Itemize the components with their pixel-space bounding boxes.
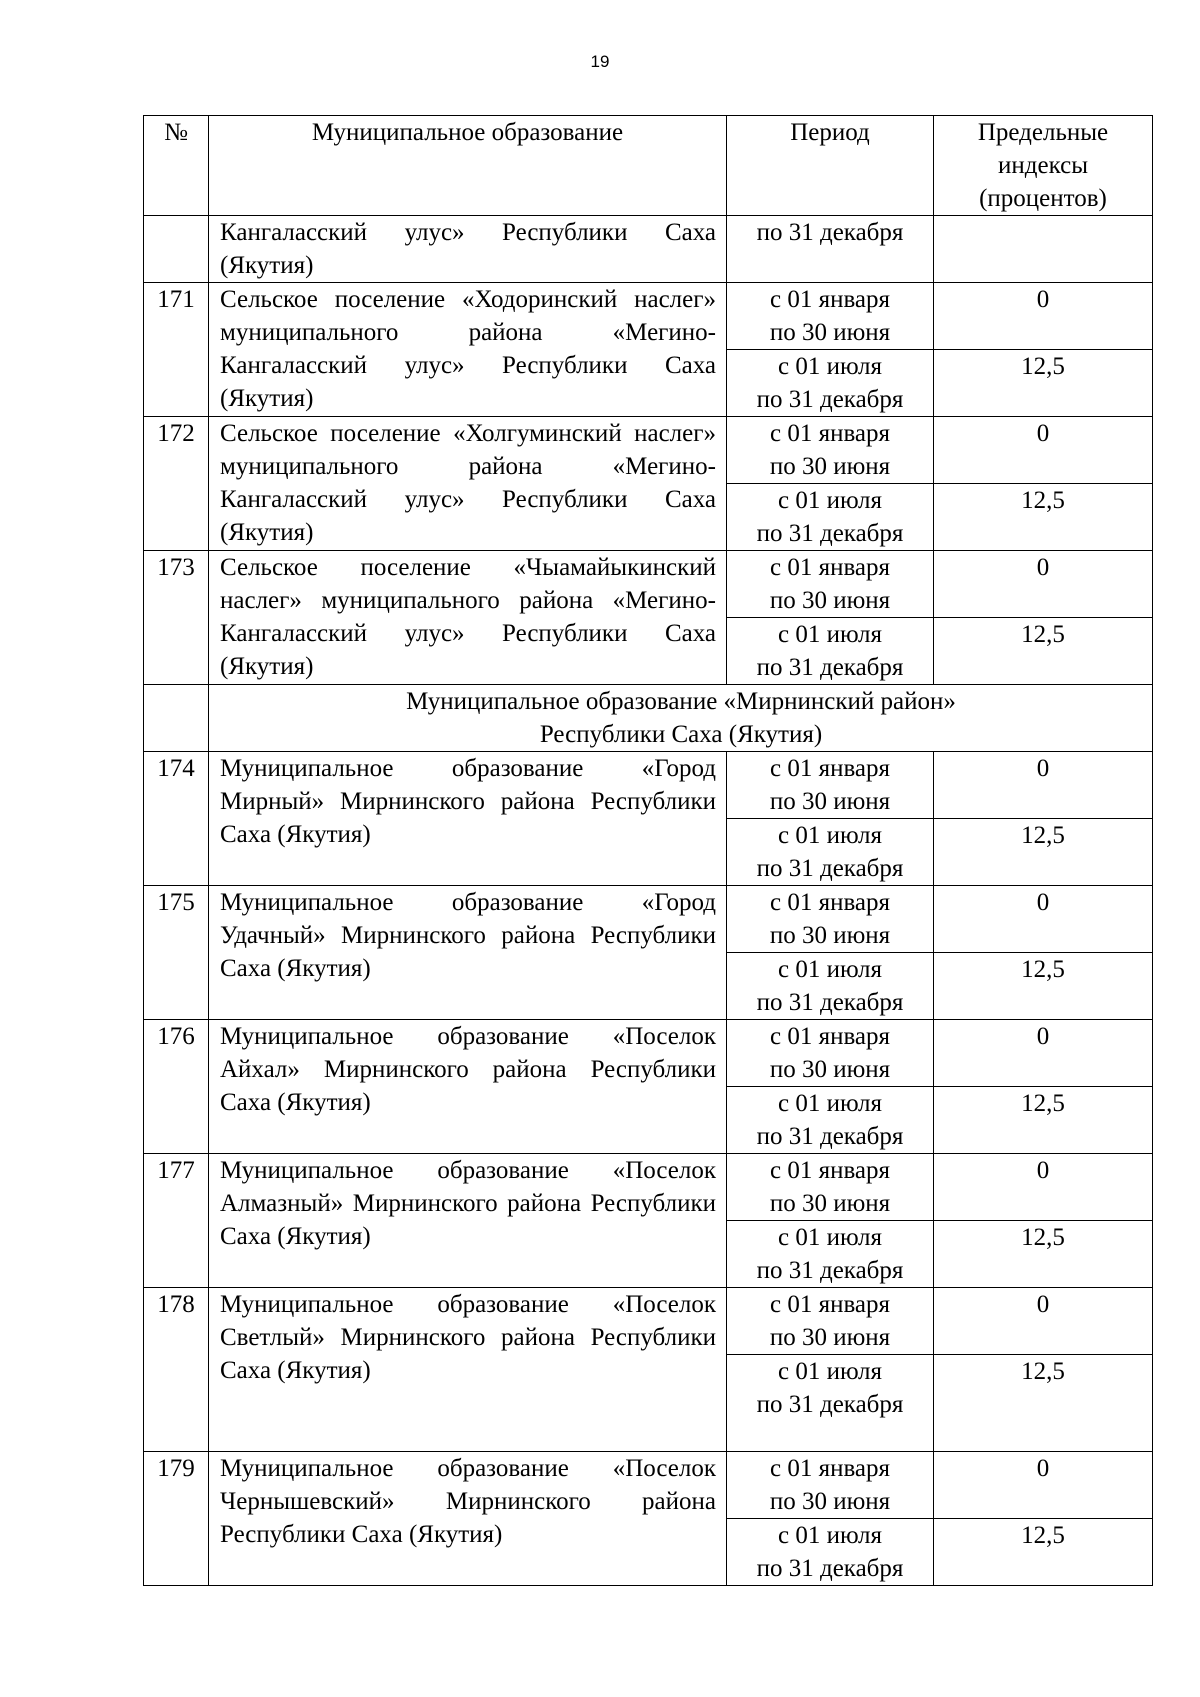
table-row [144,752,1153,819]
period-to: по 30 июня [769,1324,891,1351]
header-limit-index-line-3: (процентов) [979,185,1107,212]
period-to: по 30 июня [769,453,891,480]
period-first-half [727,1020,934,1087]
table-row [144,1154,1153,1221]
municipality-name: Муниципальное образование «Поселок Айхал» Мирнинского района Республики Саха (Якутия) [209,1020,727,1154]
header-number: № [144,116,209,216]
municipality-name: Сельское поселение «Ходоринский наслег» муниципального района «Мегино-Кангаласский улус» Республики Саха (Якутия) [209,283,727,417]
continuation-number-cell [144,216,209,283]
row-number: 174 [144,752,209,886]
period-first-half [727,417,934,484]
limit-index-second-half: 12,5 [934,1355,1153,1452]
limit-index-first-half: 0 [934,1020,1153,1087]
period-from: с 01 июля [777,1358,882,1385]
limit-index-first-half: 0 [934,283,1153,350]
period-second-half [727,819,934,886]
municipality-name: Муниципальное образование «Поселок Алмазный» Мирнинского района Республики Саха (Якутия) [209,1154,727,1288]
period-first-half [727,1154,934,1221]
period-to: по 31 декабря [756,855,904,882]
group-header-number-cell [144,685,209,752]
period-to: по 31 декабря [756,1257,904,1284]
table-body [144,216,1153,283]
row-number: 172 [144,417,209,551]
period-second-half [727,1519,934,1586]
header-limit-index-line-1: Предельные [977,119,1109,146]
period-from: с 01 января [769,420,891,447]
period-from: с 01 июля [777,1522,882,1549]
municipality-name: Муниципальное образование «Город Мирный» Мирнинского района Республики Саха (Якутия) [209,752,727,886]
indices-table [143,115,1153,1586]
table-row [144,1288,1153,1355]
municipality-name: Муниципальное образование «Поселок Светлый» Мирнинского района Республики Саха (Якутия) [209,1288,727,1452]
limit-index-first-half: 0 [934,1154,1153,1221]
row-number: 177 [144,1154,209,1288]
group-header-title [209,685,1153,752]
group-header-line-1: Муниципальное образование «Мирнинский район» [406,688,956,715]
header-limit-index [934,116,1153,216]
table-row [144,283,1153,350]
period-to: по 30 июня [769,922,891,949]
continuation-index [934,216,1153,283]
limit-index-first-half: 0 [934,551,1153,618]
table-group-mkhangalassky [144,283,1153,685]
limit-index-first-half: 0 [934,1288,1153,1355]
table-row [144,417,1153,484]
period-from: с 01 января [769,554,891,581]
row-number: 171 [144,283,209,417]
limit-index-first-half: 0 [934,886,1153,953]
period-second-half [727,1355,934,1452]
municipality-name: Сельское поселение «Холгуминский наслег» муниципального района «Мегино-Кангаласский улус» Республики Саха (Якутия) [209,417,727,551]
period-to: по 31 декабря [756,654,904,681]
limit-index-second-half: 12,5 [934,819,1153,886]
table-row [144,1452,1153,1519]
period-to: по 30 июня [769,1488,891,1515]
limit-index-first-half: 0 [934,417,1153,484]
header-municipality: Муниципальное образование [209,116,727,216]
period-from: с 01 июля [777,353,882,380]
period-second-half [727,1087,934,1154]
limit-index-second-half: 12,5 [934,1087,1153,1154]
period-to: по 30 июня [769,587,891,614]
table-header-row [144,116,1153,216]
limit-index-second-half: 12,5 [934,350,1153,417]
row-number: 179 [144,1452,209,1586]
group-header-row [144,685,1153,752]
table-row [144,886,1153,953]
period-to: по 31 декабря [756,989,904,1016]
period-from: с 01 июля [777,956,882,983]
period-from: с 01 января [769,1157,891,1184]
limit-index-second-half: 12,5 [934,1221,1153,1288]
period-first-half [727,752,934,819]
limit-index-second-half: 12,5 [934,618,1153,685]
header-period: Период [727,116,934,216]
continuation-row [144,216,1153,283]
period-second-half [727,953,934,1020]
period-second-half [727,350,934,417]
period-to: по 30 июня [769,1190,891,1217]
period-from: с 01 июля [777,822,882,849]
period-from: с 01 июля [777,621,882,648]
limit-index-second-half: 12,5 [934,953,1153,1020]
row-number: 176 [144,1020,209,1154]
period-from: с 01 января [769,286,891,313]
continuation-name: Кангаласский улус» Республики Саха (Якутия) [209,216,727,283]
period-to: по 31 декабря [756,520,904,547]
municipality-name: Сельское поселение «Чыамайыкинский наслег» муниципального района «Мегино-Кангаласский улус» Республики Саха (Якутия) [209,551,727,685]
period-to: по 31 декабря [756,1555,904,1582]
period-to: по 30 июня [769,319,891,346]
period-second-half [727,1221,934,1288]
period-from: с 01 января [769,755,891,782]
period-first-half [727,1452,934,1519]
page-number: 19 [590,52,610,71]
table-row [144,551,1153,618]
header-limit-index-line-2: индексы [998,152,1088,179]
period-from: с 01 июля [777,1090,882,1117]
period-from: с 01 января [769,1291,891,1318]
limit-index-first-half: 0 [934,752,1153,819]
limit-index-second-half: 12,5 [934,1519,1153,1586]
limit-index-second-half: 12,5 [934,484,1153,551]
period-to: по 30 июня [769,788,891,815]
period-first-half [727,1288,934,1355]
period-to: по 31 декабря [756,1391,904,1418]
period-from: с 01 января [769,1455,891,1482]
limit-index-first-half: 0 [934,1452,1153,1519]
period-from: с 01 января [769,889,891,916]
table-row [144,1020,1153,1087]
municipality-name: Муниципальное образование «Поселок Чернышевский» Мирнинского района Республики Саха (Якутия) [209,1452,727,1586]
table-group-mirninsky [144,752,1153,1586]
period-to: по 30 июня [769,1056,891,1083]
period-from: с 01 января [769,1023,891,1050]
period-first-half [727,551,934,618]
row-number: 178 [144,1288,209,1452]
group-header-line-2: Республики Саха (Якутия) [539,721,823,748]
municipality-name: Муниципальное образование «Город Удачный» Мирнинского района Республики Саха (Якутия) [209,886,727,1020]
period-from: с 01 июля [777,1224,882,1251]
period-first-half [727,283,934,350]
period-to: по 31 декабря [756,1123,904,1150]
period-to: по 31 декабря [756,386,904,413]
table-group-header-body [144,685,1153,752]
row-number: 175 [144,886,209,1020]
period-from: с 01 июля [777,487,882,514]
period-first-half [727,886,934,953]
period-second-half [727,484,934,551]
continuation-period: по 31 декабря [727,216,934,283]
period-second-half [727,618,934,685]
row-number: 173 [144,551,209,685]
